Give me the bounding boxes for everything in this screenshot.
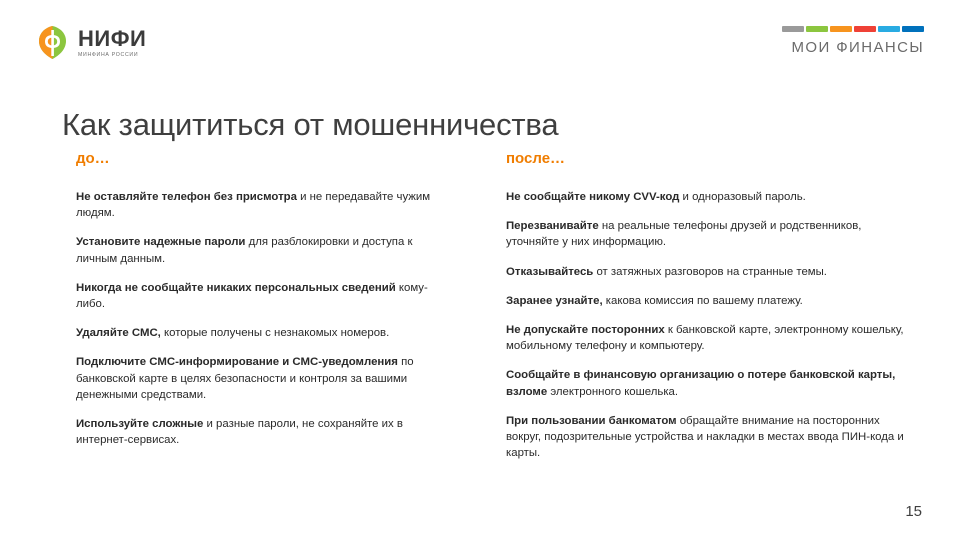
list-item-rest: какова комиссия по вашему платежу. <box>602 294 803 307</box>
list-item-strong: Отказывайтесь <box>506 265 594 278</box>
list-item-rest: кому-либо. <box>76 281 428 310</box>
list-item-strong: Перезванивайте <box>506 220 599 233</box>
list-item-rest: к банковской карте, электронному кошельку, мобильному телефону и компьютеру. <box>506 323 904 353</box>
list-item-rest: которые получены с незнакомых номеров. <box>160 327 390 340</box>
list-item <box>506 264 916 280</box>
moi-finansy-logo <box>782 26 924 56</box>
list-item <box>76 354 456 403</box>
list-item-strong: Не допускайте посторонних <box>506 323 665 336</box>
list-item <box>76 280 456 312</box>
moi-finansy-word: МОИ ФИНАНСЫ <box>791 39 924 56</box>
list-item-strong: Никогда не сообщайте никаких персональных сведений <box>76 281 396 294</box>
nifi-phi-logo-icon <box>36 24 70 62</box>
page-number: 15 <box>905 503 922 520</box>
list-item-strong: Установите надежные пароли <box>76 236 246 249</box>
list-item-strong: Не сообщайте никому CVV-код <box>506 191 680 203</box>
list-item <box>506 218 916 250</box>
list-item <box>76 234 456 266</box>
list-item-strong: Сообщайте в финансовую организацию о потере банковской карты, взломе <box>506 369 896 398</box>
list-item <box>506 293 916 309</box>
list-item <box>76 416 456 448</box>
list-item-strong: Подключите СМС-информирование и СМС-уведомления <box>76 356 398 369</box>
moi-finansy-bars-icon <box>782 26 924 32</box>
list-item-rest: на реальные телефоны друзей и родственников, уточняйте у них информацию. <box>506 220 862 249</box>
list-item <box>76 325 456 341</box>
nifi-logo-word: НИФИ <box>78 25 147 51</box>
list-item-rest: и разные пароли, не сохраняйте их в интернет-сервисах. <box>76 417 403 447</box>
list-item-strong: Заранее узнайте, <box>506 294 603 307</box>
page-title: Как защититься от мошенничества <box>62 106 559 142</box>
nifi-logo <box>36 24 146 62</box>
list-item-rest: по банковской карте в целях безопасности и контроля за вашими денежными средствами. <box>76 356 414 401</box>
list-item-rest: и одноразовый пароль. <box>679 191 806 203</box>
list-item-rest: и не передавайте чужим людям. <box>76 191 431 220</box>
list-item <box>506 189 916 205</box>
list-item <box>506 367 916 399</box>
list-item-strong: Не оставляйте телефон без присмотра <box>76 191 297 203</box>
list-item-rest: от затяжных разговоров на странные темы. <box>593 265 827 278</box>
list-item-strong: При пользовании банкоматом <box>506 414 677 427</box>
column-before <box>76 150 456 461</box>
column-after <box>506 150 916 474</box>
list-item <box>76 189 456 221</box>
list-item <box>506 413 916 462</box>
list-item-rest: для разблокировки и доступа к личным данным. <box>76 236 413 265</box>
nifi-logo-text <box>78 25 147 58</box>
list-item-strong: Используйте сложные <box>76 417 204 430</box>
column-before-heading: до… <box>76 150 110 167</box>
column-after-heading: после… <box>506 150 566 167</box>
nifi-logo-subtitle: МИНФИНА РОССИИ <box>78 51 139 58</box>
list-item-rest: электронного кошелька. <box>547 385 679 398</box>
list-item <box>506 322 916 354</box>
list-item-rest: обращайте внимание на посторонних вокруг, подозрительные устройства и накладки в местах ввода ПИН-кода и карты. <box>506 414 904 460</box>
list-item-strong: Удаляйте СМС, <box>76 327 161 340</box>
